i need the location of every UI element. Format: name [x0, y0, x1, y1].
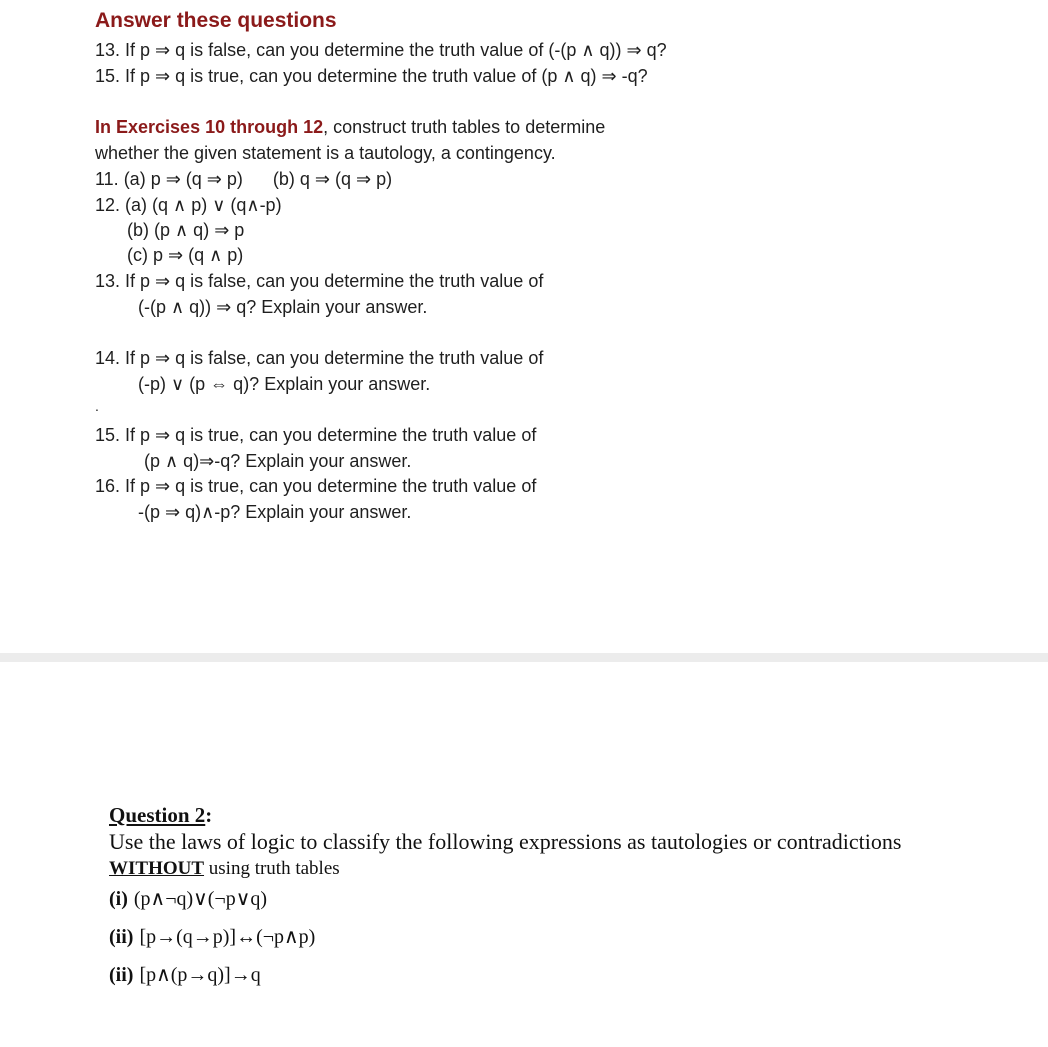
truth-tables-text: using truth tables	[204, 858, 340, 879]
item-expression: [p→(q→p)]↔(¬p∧p)	[139, 926, 316, 948]
exercise-16-line1: 16. If p ⇒ q is true, can you determine the truth value of	[95, 476, 537, 496]
exercise-13-line2: (-(p ∧ q)) ⇒ q? Explain your answer.	[138, 297, 428, 317]
exercise-14-line2: (-p) ∨ (p ⇔ q)? Explain your answer.	[138, 374, 431, 394]
exercise-11: 11. (a) p ⇒ (q ⇒ p) (b) q ⇒ (q ⇒ p)	[95, 169, 393, 189]
exercise-15-line1: 15. If p ⇒ q is true, can you determine the truth value of	[95, 425, 537, 445]
exercise-15-line2: (p ∧ q)⇒-q? Explain your answer.	[144, 451, 412, 471]
question-2-instruction: Use the laws of logic to classify the following expressions as tautologies or contradictions	[109, 829, 902, 854]
exercise-16-line2: -(p ⇒ q)∧-p? Explain your answer.	[138, 502, 412, 522]
exercise-12b: (b) (p ∧ q) ⇒ p	[127, 220, 245, 240]
exercise-13-line1: 13. If p ⇒ q is false, can you determine the truth value of	[95, 271, 544, 291]
exercises-intro-text: , construct truth tables to determine	[323, 117, 606, 137]
exercise-12a: 12. (a) (q ∧ p) ∨ (q∧-p)	[95, 195, 282, 215]
stray-dot: .	[95, 398, 99, 414]
without-emphasis: WITHOUT	[109, 858, 205, 879]
item-number: (i)	[109, 888, 128, 910]
question-2-colon: :	[205, 803, 213, 827]
item-number: (ii)	[109, 926, 134, 948]
question-2-label: Question 2	[109, 803, 206, 827]
question-13-top: 13. If p ⇒ q is false, can you determine the truth value of (-(p ∧ q)) ⇒ q?	[95, 40, 667, 60]
question-2-item-3	[109, 962, 261, 987]
exercises-intro-highlight: In Exercises 10 through 12	[95, 117, 324, 137]
section-heading: Answer these questions	[95, 9, 337, 32]
question-2-item-1	[109, 886, 267, 911]
exercises-intro	[95, 115, 605, 139]
question-15-top: 15. If p ⇒ q is true, can you determine the truth value of (p ∧ q) ⇒ -q?	[95, 66, 648, 86]
item-expression: (p∧¬q)∨(¬p∨q)	[133, 888, 268, 910]
question-2-instruction-line2	[109, 858, 340, 880]
item-number: (ii)	[109, 964, 134, 986]
exercises-intro-line2: whether the given statement is a tautology, a contingency.	[95, 143, 556, 163]
item-expression: [p∧(p→q)]→q	[139, 964, 261, 986]
exercise-14-line1: 14. If p ⇒ q is false, can you determine the truth value of	[95, 348, 544, 368]
question-2-item-2	[109, 924, 315, 949]
page-divider	[0, 653, 1048, 662]
question-2-title	[109, 803, 212, 828]
exercise-12c: (c) p ⇒ (q ∧ p)	[127, 245, 244, 265]
